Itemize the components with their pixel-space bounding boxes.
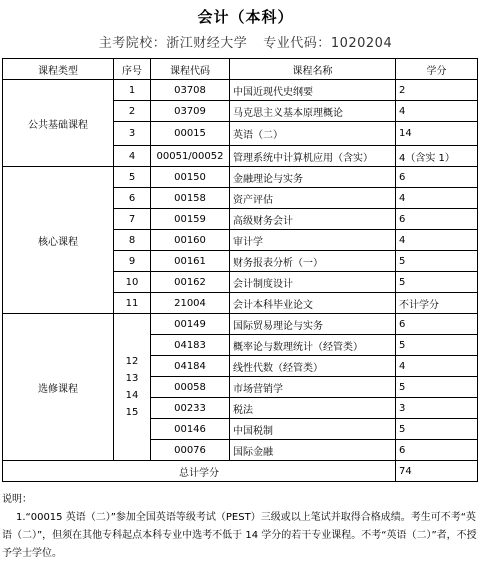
course-name-cell: 金融理论与实务 (230, 167, 396, 188)
credit-cell: 6 (396, 314, 478, 335)
course-name-cell: 会计本科毕业论文 (230, 293, 396, 314)
course-name-cell: 中国税制 (230, 419, 396, 440)
seq-cell: 1 (114, 80, 151, 101)
credit-cell: 14 (396, 122, 478, 146)
seq-number: 12 (125, 356, 139, 367)
course-name-cell: 管理系统中计算机应用（含实） (230, 146, 396, 167)
credit-cell: 4 (396, 230, 478, 251)
seq-group-cell (114, 314, 151, 461)
header-seq: 序号 (114, 59, 151, 80)
seq-cell: 9 (114, 251, 151, 272)
course-name-cell: 概率论与数理统计（经管类） (230, 335, 396, 356)
credit-cell: 3 (396, 398, 478, 419)
course-type-cell: 公共基础课程 (3, 80, 114, 167)
note-item: 1.“00015 英语（二）”参加全国英语等级考试（PEST）三级或以上笔试并取得合格成绩。考生可不考“英语（二）”，但须在其他专科起点本科专业中选考不低于 14 学分的若干专业课程。不考“英语（二）”者，不授予学士学位。 (2, 512, 477, 559)
page-title: 会计（本科） (197, 8, 294, 26)
credit-cell: 4 (396, 101, 478, 122)
course-code-cell: 03708 (151, 80, 230, 101)
credit-cell: 不计学分 (396, 293, 478, 314)
seq-cell: 10 (114, 272, 151, 293)
credit-cell: 2 (396, 80, 478, 101)
course-name-cell: 英语（二） (230, 122, 396, 146)
seq-cell: 7 (114, 209, 151, 230)
seq-number: 14 (125, 390, 139, 401)
seq-cell: 6 (114, 188, 151, 209)
seq-cell: 11 (114, 293, 151, 314)
credit-cell: 6 (396, 440, 478, 461)
course-name-cell: 高级财务会计 (230, 209, 396, 230)
seq-cell: 5 (114, 167, 151, 188)
table-header-row (3, 59, 478, 80)
course-type-cell: 核心课程 (3, 167, 114, 314)
notes-heading: 说明： (2, 494, 32, 505)
course-code-cell: 00015 (151, 122, 230, 146)
page-subtitle (0, 32, 491, 51)
seq-cell: 4 (114, 146, 151, 167)
credit-cell: 5 (396, 419, 478, 440)
header-course-type: 课程类型 (3, 59, 114, 80)
course-code-cell: 00150 (151, 167, 230, 188)
course-name-cell: 国际金融 (230, 440, 396, 461)
course-type-cell: 选修课程 (3, 314, 114, 461)
course-name-cell: 审计学 (230, 230, 396, 251)
course-name-cell: 财务报表分析（一） (230, 251, 396, 272)
credit-cell: 5 (396, 272, 478, 293)
header-credit: 学分 (396, 59, 478, 80)
credit-cell: 6 (396, 167, 478, 188)
course-name-cell: 市场营销学 (230, 377, 396, 398)
total-label: 总计学分 (3, 461, 396, 482)
credit-cell: 4（含实 1） (396, 146, 478, 167)
course-name-cell: 中国近现代史纲要 (230, 80, 396, 101)
major-code: 1020204 (330, 36, 393, 51)
course-code-cell: 04183 (151, 335, 230, 356)
course-code-cell: 00161 (151, 251, 230, 272)
course-name-cell: 会计制度设计 (230, 272, 396, 293)
course-code-cell: 00160 (151, 230, 230, 251)
table-row (3, 80, 478, 101)
table-row (3, 167, 478, 188)
seq-cell: 3 (114, 122, 151, 146)
course-code-cell: 00051/00052 (151, 146, 230, 167)
course-name-cell: 线性代数（经管类） (230, 356, 396, 377)
course-name-cell: 国际贸易理论与实务 (230, 314, 396, 335)
course-code-cell: 00159 (151, 209, 230, 230)
course-code-cell: 00162 (151, 272, 230, 293)
course-table (2, 58, 478, 482)
course-code-cell: 00076 (151, 440, 230, 461)
course-name-cell: 税法 (230, 398, 396, 419)
course-code-cell: 03709 (151, 101, 230, 122)
seq-cell: 2 (114, 101, 151, 122)
course-code-cell: 00233 (151, 398, 230, 419)
header-course-name: 课程名称 (230, 59, 396, 80)
credit-cell: 6 (396, 209, 478, 230)
seq-cell: 8 (114, 230, 151, 251)
credit-cell: 5 (396, 251, 478, 272)
header-course-code: 课程代码 (151, 59, 230, 80)
credit-cell: 5 (396, 377, 478, 398)
school-label: 主考院校： (98, 36, 167, 51)
seq-number: 13 (125, 373, 139, 384)
school-name: 浙江财经大学 (166, 36, 248, 51)
major-code-label: 专业代码： (263, 36, 331, 51)
course-code-cell: 00146 (151, 419, 230, 440)
course-code-cell: 00058 (151, 377, 230, 398)
total-row (3, 461, 478, 482)
course-name-cell: 马克思主义基本原理概论 (230, 101, 396, 122)
credit-cell: 4 (396, 188, 478, 209)
course-code-cell: 00149 (151, 314, 230, 335)
total-value: 74 (396, 461, 478, 482)
course-code-cell: 00158 (151, 188, 230, 209)
course-code-cell: 21004 (151, 293, 230, 314)
seq-number: 15 (125, 407, 139, 418)
notes-section (2, 491, 480, 563)
credit-cell: 4 (396, 356, 478, 377)
course-code-cell: 04184 (151, 356, 230, 377)
credit-cell: 5 (396, 335, 478, 356)
course-name-cell: 资产评估 (230, 188, 396, 209)
table-row (3, 314, 478, 335)
